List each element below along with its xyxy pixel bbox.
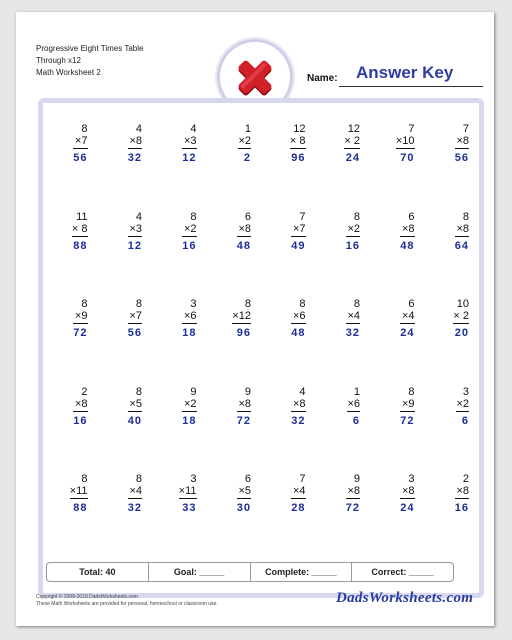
problem-multiplicand: 6 <box>408 210 415 223</box>
dadsworksheets-logo: DadsWorksheets.com <box>336 590 474 606</box>
problem-answer: 88 <box>73 502 88 514</box>
problem-cell <box>207 203 262 291</box>
problem-multiplier: ×8 <box>74 397 88 410</box>
problem-multiplicand: 3 <box>408 473 415 485</box>
problem <box>128 123 142 164</box>
problem <box>237 211 251 252</box>
problem-cell <box>425 290 480 378</box>
problem-multiplicand: 8 <box>135 298 142 310</box>
problem-answer: 16 <box>73 414 88 427</box>
problem-cell <box>98 465 153 553</box>
problem-cell <box>43 115 98 203</box>
problem <box>182 211 196 252</box>
worksheet-page <box>16 12 494 626</box>
problem-answer: 18 <box>182 327 197 339</box>
problem-multiplier: ×2 <box>238 135 251 147</box>
problem-multiplicand: 8 <box>135 385 142 398</box>
problem-cell <box>98 290 153 378</box>
problem-answer: 20 <box>454 327 469 339</box>
problem-multiplier: ×4 <box>129 485 142 497</box>
problem-multiplicand: 8 <box>408 385 415 398</box>
problem-multiplicand: 8 <box>353 210 360 223</box>
correct-cell: Correct: _____ <box>371 567 434 577</box>
problem-multiplier: × 2 <box>453 310 469 322</box>
problem-multiplier: ×2 <box>183 222 197 235</box>
problem-multiplicand: 8 <box>353 298 360 310</box>
problem-multiplicand: 10 <box>456 298 469 310</box>
problem-answer: 72 <box>400 414 415 427</box>
problem-multiplicand: 2 <box>462 473 469 485</box>
problem-cell <box>316 290 371 378</box>
problem <box>400 386 414 427</box>
problem <box>291 473 305 514</box>
problem <box>238 123 251 164</box>
problem-answer: 30 <box>236 502 251 514</box>
problem-multiplier: ×5 <box>129 397 142 410</box>
problem-cell <box>98 115 153 203</box>
complete-cell: Complete: _____ <box>251 563 353 581</box>
problem-multiplicand: 8 <box>299 298 306 310</box>
title-line-3: Math Worksheet 2 <box>36 68 101 77</box>
problem-answer: 48 <box>400 239 415 252</box>
problem-cell <box>152 203 207 291</box>
copyright-notice <box>36 594 218 608</box>
problem-cell <box>207 115 262 203</box>
problem <box>346 473 360 514</box>
problem-multiplicand: 8 <box>462 210 469 223</box>
problem <box>232 298 251 339</box>
problem-multiplicand: 1 <box>353 385 360 398</box>
problem-multiplier: ×4 <box>347 310 360 322</box>
problem-multiplicand: 4 <box>135 123 142 135</box>
problem <box>290 123 306 164</box>
title-line-1: Progressive Eight Times Table <box>36 44 144 53</box>
problem-multiplicand: 2 <box>81 385 88 398</box>
problem-answer: 6 <box>461 414 469 427</box>
problem-multiplier: ×9 <box>74 310 88 322</box>
problem <box>455 211 469 252</box>
problem-answer: 70 <box>400 152 415 164</box>
problem-multiplier: ×6 <box>183 310 197 322</box>
problem-multiplicand: 12 <box>347 123 360 135</box>
problem-cell <box>261 115 316 203</box>
problem-multiplier: ×2 <box>183 397 197 410</box>
problem-answer: 32 <box>345 327 360 339</box>
problem-cell <box>207 290 262 378</box>
problem-multiplicand: 4 <box>190 123 197 135</box>
problem <box>455 123 469 164</box>
problem-cell <box>98 378 153 466</box>
problem-multiplier: ×7 <box>74 135 88 147</box>
name-label: Name: <box>307 73 338 84</box>
problem-multiplier: ×10 <box>395 135 415 147</box>
problem-answer: 56 <box>454 152 469 164</box>
problem <box>182 298 196 339</box>
problem <box>128 211 142 252</box>
problem-answer: 40 <box>127 414 142 427</box>
problem-cell <box>43 290 98 378</box>
problem <box>344 123 360 164</box>
answer-key-heading: Answer Key <box>356 63 454 82</box>
problem <box>400 298 414 339</box>
problem <box>128 386 142 427</box>
problem-answer: 32 <box>127 502 142 514</box>
problem-cell <box>370 465 425 553</box>
problem-cell <box>207 378 262 466</box>
problem-cell <box>261 465 316 553</box>
problem-multiplier: ×8 <box>401 485 415 497</box>
worksheet-title <box>36 43 143 79</box>
problem-multiplicand: 3 <box>190 298 197 310</box>
problem <box>456 386 469 427</box>
problem-multiplier: ×8 <box>129 135 142 147</box>
problem-cell <box>425 378 480 466</box>
problem <box>453 298 469 339</box>
problem-cell <box>261 290 316 378</box>
problem-multiplicand: 9 <box>190 385 197 398</box>
problem-multiplier: × 8 <box>289 135 306 147</box>
problem <box>73 386 87 427</box>
problem-multiplicand: 4 <box>135 210 142 223</box>
problem-answer: 96 <box>291 152 306 164</box>
problems-grid <box>43 115 479 553</box>
problem-answer: 48 <box>291 327 306 339</box>
problem <box>128 298 142 339</box>
problem-multiplier: × 2 <box>344 135 360 147</box>
problem-multiplier: ×8 <box>347 485 360 497</box>
problem <box>72 211 88 252</box>
problem-multiplier: ×6 <box>347 397 360 410</box>
problem-cell <box>152 290 207 378</box>
problem <box>182 123 196 164</box>
problem-multiplicand: 8 <box>135 473 142 485</box>
problem-cell <box>316 203 371 291</box>
problem-multiplier: × 8 <box>71 222 88 235</box>
problem-multiplicand: 3 <box>462 385 469 398</box>
problem-multiplier: ×8 <box>238 222 251 235</box>
problem-cell <box>43 203 98 291</box>
problem <box>396 123 415 164</box>
problem-answer: 33 <box>182 502 197 514</box>
problem <box>128 473 142 514</box>
problem-multiplicand: 6 <box>244 210 251 223</box>
problem <box>179 473 197 514</box>
problem <box>455 473 469 514</box>
problem-multiplier: ×11 <box>178 485 197 497</box>
problem-multiplier: ×8 <box>292 397 306 410</box>
problem-multiplier: ×8 <box>401 222 415 235</box>
problem-cell <box>207 465 262 553</box>
problem-multiplicand: 8 <box>244 298 251 310</box>
problems-panel <box>38 98 484 598</box>
problem-multiplicand: 8 <box>81 123 88 135</box>
problem-multiplier: ×6 <box>292 310 306 322</box>
name-line <box>339 86 483 87</box>
problem <box>291 298 305 339</box>
problem-multiplicand: 1 <box>244 123 251 135</box>
problem <box>347 386 360 427</box>
problem-cell <box>370 115 425 203</box>
problem-answer: 72 <box>236 414 251 427</box>
problem-answer: 88 <box>73 239 88 252</box>
problem-answer: 56 <box>127 327 142 339</box>
problem-cell <box>316 115 371 203</box>
problem-multiplicand: 7 <box>299 473 306 485</box>
problem-multiplicand: 8 <box>81 298 88 310</box>
problem-multiplicand: 9 <box>353 473 360 485</box>
problem <box>291 211 305 252</box>
problem <box>400 473 414 514</box>
problem-answer: 56 <box>73 152 88 164</box>
problem-multiplier: ×8 <box>238 397 251 410</box>
problem-answer: 48 <box>236 239 251 252</box>
problem-multiplicand: 9 <box>244 385 251 398</box>
problem-multiplicand: 12 <box>293 123 306 135</box>
problem-cell <box>261 203 316 291</box>
problem-cell <box>425 465 480 553</box>
problem-multiplicand: 7 <box>408 123 415 135</box>
total-cell: Total: 40 <box>47 563 149 581</box>
problem-answer: 12 <box>127 239 142 252</box>
problem-multiplicand: 6 <box>408 298 415 310</box>
problem <box>73 298 87 339</box>
problem-multiplier: ×5 <box>238 485 251 497</box>
problem-answer: 72 <box>73 327 88 339</box>
problem-cell <box>370 203 425 291</box>
problem-cell <box>43 378 98 466</box>
problem-multiplicand: 7 <box>299 210 306 223</box>
problem-multiplicand: 11 <box>76 210 88 223</box>
problem <box>346 211 360 252</box>
red-x-icon <box>233 55 277 99</box>
problem-answer: 6 <box>352 414 360 427</box>
problem-answer: 24 <box>400 327 415 339</box>
problem-multiplier: ×2 <box>347 222 360 235</box>
problem-multiplier: ×11 <box>69 485 88 497</box>
problem-cell <box>98 203 153 291</box>
problem-answer: 28 <box>291 502 306 514</box>
problem <box>346 298 360 339</box>
problem <box>291 386 305 427</box>
problem-multiplicand: 8 <box>81 473 88 485</box>
problem-multiplicand: 8 <box>190 210 197 223</box>
problem-answer: 96 <box>236 327 251 339</box>
problem-answer: 18 <box>182 414 197 427</box>
problem-multiplicand: 3 <box>190 473 197 485</box>
problem-multiplier: ×3 <box>183 135 197 147</box>
problem-multiplicand: 7 <box>462 123 469 135</box>
problem-cell <box>43 465 98 553</box>
problem-multiplier: ×8 <box>456 485 469 497</box>
problem-cell <box>152 465 207 553</box>
problem <box>73 123 87 164</box>
problem-multiplier: ×12 <box>232 310 251 322</box>
problem <box>237 473 251 514</box>
problem <box>237 386 251 427</box>
problem-answer: 16 <box>182 239 197 252</box>
problem-cell <box>152 115 207 203</box>
problem-cell <box>261 378 316 466</box>
problem-cell <box>370 378 425 466</box>
problem-multiplier: ×2 <box>456 397 469 410</box>
problem-multiplier: ×7 <box>129 310 142 322</box>
problem <box>400 211 414 252</box>
problem-answer: 12 <box>182 152 197 164</box>
problem-multiplier: ×3 <box>129 222 142 235</box>
title-line-2: Through x12 <box>36 56 81 65</box>
problem <box>70 473 88 514</box>
problem-cell <box>370 290 425 378</box>
problem-answer: 32 <box>291 414 306 427</box>
problem-multiplicand: 4 <box>299 385 306 398</box>
goal-cell: Goal: _____ <box>149 563 251 581</box>
problem-answer: 24 <box>400 502 415 514</box>
problem-cell <box>425 115 480 203</box>
problem-answer: 49 <box>291 239 306 252</box>
problem-multiplier: ×8 <box>456 135 469 147</box>
problem-cell <box>316 465 371 553</box>
problem-answer: 16 <box>345 239 360 252</box>
problem-answer: 16 <box>454 502 469 514</box>
problem-multiplier: ×4 <box>292 485 306 497</box>
problem-multiplier: ×7 <box>292 222 306 235</box>
copyright-line-1: Copyright © 2008-2018 DadsWorksheets.com <box>36 594 138 600</box>
problem <box>182 386 196 427</box>
problem-answer: 32 <box>127 152 142 164</box>
score-footer <box>46 562 454 582</box>
problem-multiplier: ×4 <box>401 310 415 322</box>
problem-multiplicand: 6 <box>244 473 251 485</box>
problem-answer: 2 <box>243 152 251 164</box>
copyright-line-2: These Math Worksheets are provided for personal, homeschool or classroom use. <box>36 601 218 607</box>
problem-multiplier: ×9 <box>401 397 415 410</box>
problem-answer: 64 <box>454 239 469 252</box>
problem-answer: 24 <box>345 152 360 164</box>
problem-cell <box>152 378 207 466</box>
problem-cell <box>316 378 371 466</box>
problem-multiplier: ×8 <box>456 222 469 235</box>
problem-answer: 72 <box>345 502 360 514</box>
problem-cell <box>425 203 480 291</box>
